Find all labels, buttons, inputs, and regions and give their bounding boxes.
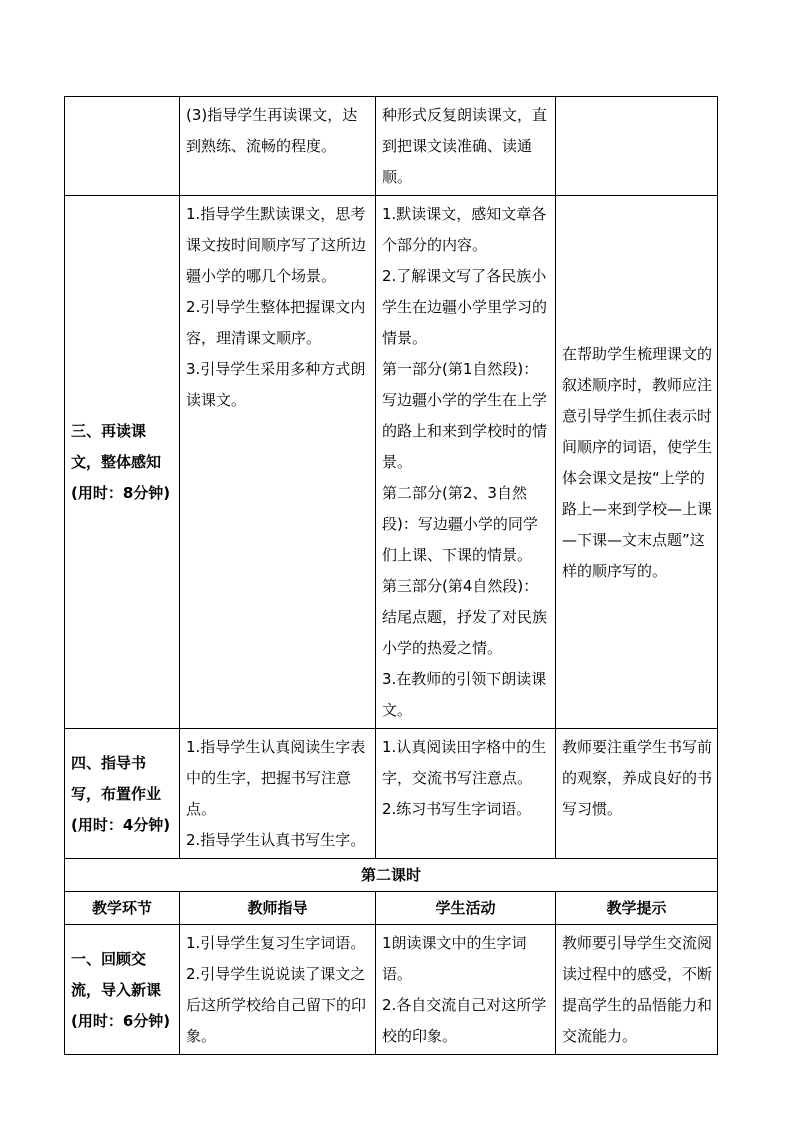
column-header: 教学环节 bbox=[65, 892, 180, 925]
hint-cell: 在帮助学生梳理课文的叙述顺序时，教师应注意引导学生抓住表示时间顺序的词语，使学生体会课文是按“上学的路上—来到学校—上课—下课—文末点题”这样的顺序写的。 bbox=[556, 196, 718, 729]
table-row bbox=[65, 97, 718, 196]
student-item: 1.认真阅读田字格中的生字，交流书写注意点。 bbox=[382, 738, 547, 787]
column-header: 学生活动 bbox=[376, 892, 556, 925]
teacher-item: 1.指导学生认真阅读生字表中的生字，把握书写注意点。 bbox=[186, 738, 366, 818]
hint-cell bbox=[556, 97, 718, 196]
teacher-cell bbox=[180, 196, 376, 729]
column-header: 教师指导 bbox=[180, 892, 376, 925]
teacher-cell bbox=[180, 97, 376, 196]
student-item: 1朗读课文中的生字词语。 bbox=[382, 934, 527, 983]
teacher-item: 1.指导学生默读课文，思考课文按时间顺序写了这所边疆小学的哪几个场景。 bbox=[186, 205, 367, 285]
teacher-item: 1.引导学生复习生字词语。 bbox=[186, 934, 366, 952]
teacher-item: 2.指导学生认真书写生字。 bbox=[186, 831, 366, 849]
lesson-plan-table bbox=[64, 96, 718, 1055]
stage-cell bbox=[65, 97, 180, 196]
table-row bbox=[65, 196, 718, 729]
student-cell bbox=[376, 925, 556, 1055]
table-row bbox=[65, 729, 718, 859]
student-item: 种形式反复朗读课文，直到把课文读准确、读通顺。 bbox=[382, 106, 548, 186]
student-cell bbox=[376, 97, 556, 196]
teacher-item: (3)指导学生再读课文，达到熟练、流畅的程度。 bbox=[186, 106, 358, 155]
stage-cell: 一、回顾交流，导入新课(用时：6分钟) bbox=[65, 925, 180, 1055]
hint-cell: 教师要注重学生书写前的观察，养成良好的书写习惯。 bbox=[556, 729, 718, 859]
stage-cell: 四、指导书写，布置作业(用时：4分钟) bbox=[65, 729, 180, 859]
section-title: 第二课时 bbox=[65, 859, 718, 892]
section-title-row bbox=[65, 859, 718, 892]
student-item: 第一部分(第1自然段)：写边疆小学的学生在上学的路上和来到学校时的情景。 bbox=[382, 360, 548, 471]
teacher-item: 2.引导学生整体把握课文内容，理清课文顺序。 bbox=[186, 298, 366, 347]
column-header: 教学提示 bbox=[556, 892, 718, 925]
teacher-cell bbox=[180, 925, 376, 1055]
stage-cell: 三、再读课文，整体感知(用时：8分钟) bbox=[65, 196, 180, 729]
student-item: 2.了解课文写了各民族小学生在边疆小学里学习的情景。 bbox=[382, 267, 548, 347]
table-row bbox=[65, 925, 718, 1055]
student-item: 2.练习书写生字词语。 bbox=[382, 800, 532, 818]
student-cell bbox=[376, 729, 556, 859]
teacher-item: 3.引导学生采用多种方式朗读课文。 bbox=[186, 360, 366, 409]
student-item: 3.在教师的引领下朗读课文。 bbox=[382, 670, 547, 719]
student-item: 第二部分(第2、3自然段)：写边疆小学的同学们上课、下课的情景。 第三部分(第4自然段)：结尾点题，抒发了对民族小学的热爱之情。 bbox=[382, 484, 548, 657]
teacher-cell bbox=[180, 729, 376, 859]
teacher-item: 2.引导学生说说读了课文之后这所学校给自己留下的印象。 bbox=[186, 965, 367, 1045]
student-item: 1.默读课文，感知文章各个部分的内容。 bbox=[382, 205, 547, 254]
student-item: 2.各自交流自己对这所学校的印象。 bbox=[382, 996, 547, 1045]
student-cell bbox=[376, 196, 556, 729]
hint-cell: 教师要引导学生交流阅读过程中的感受，不断提高学生的品悟能力和交流能力。 bbox=[556, 925, 718, 1055]
header-row bbox=[65, 892, 718, 925]
